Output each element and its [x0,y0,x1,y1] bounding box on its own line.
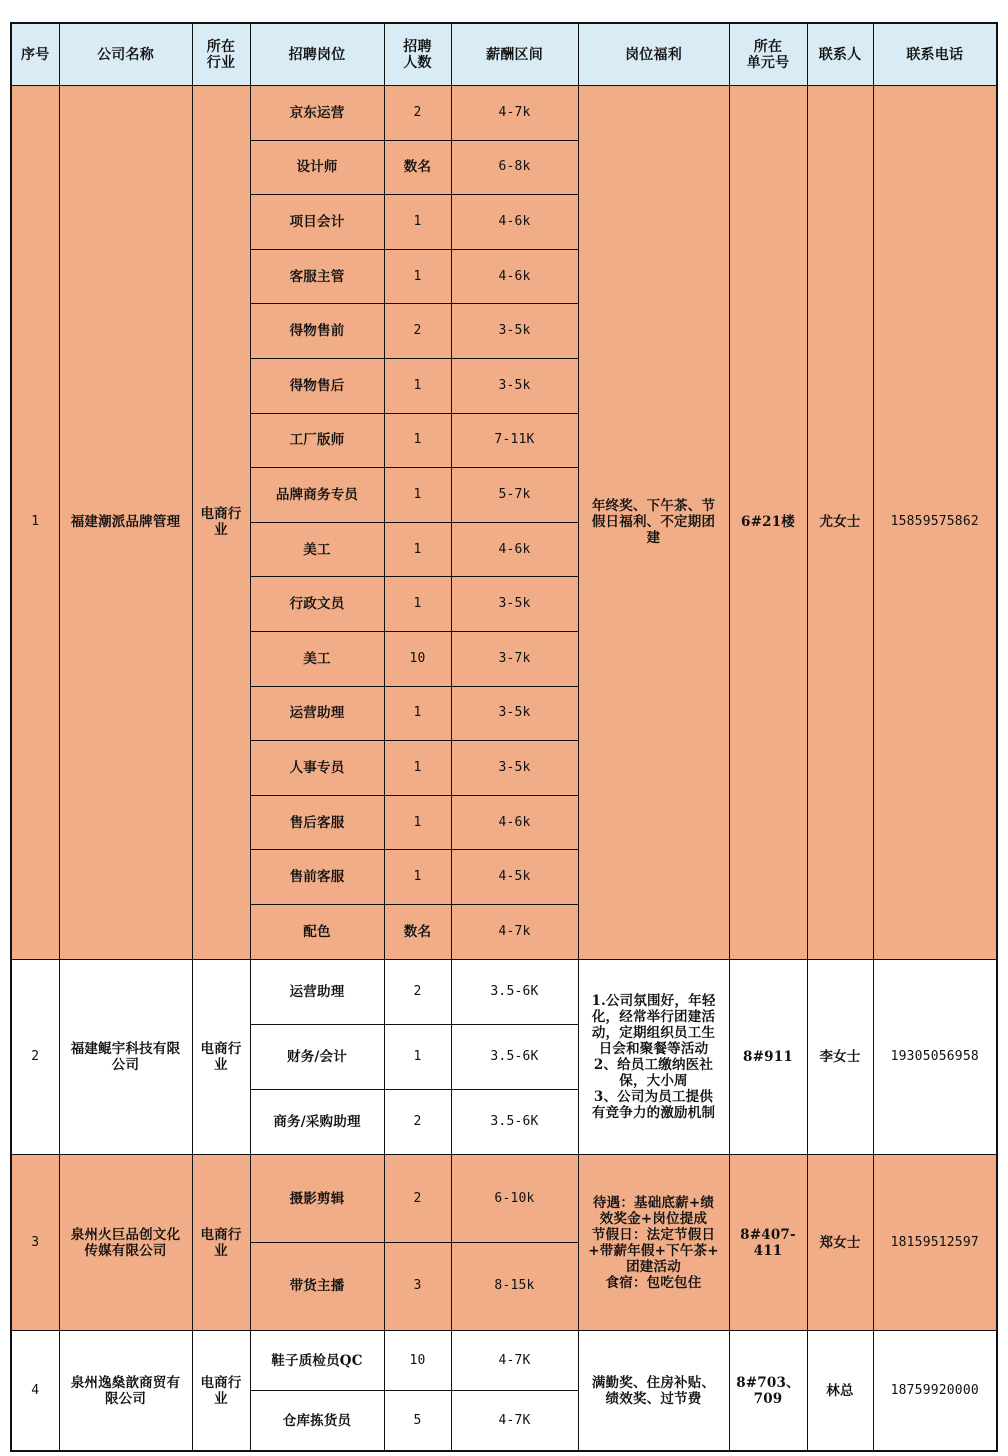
job-title: 得物售前 [250,304,384,359]
company-name: 泉州火巨品创文化 传媒有限公司 [59,1155,192,1330]
job-salary: 4-5k [451,850,578,905]
header-contact: 联系人 [807,23,873,86]
company-benefits: 年终奖、下午茶、节 假日福利、不定期团 建 [578,86,729,960]
job-salary: 3-5k [451,304,578,359]
job-count: 1 [384,1024,451,1089]
job-salary: 4-6k [451,195,578,250]
job-title: 得物售后 [250,358,384,413]
company-name: 泉州逸燊歆商贸有 限公司 [59,1330,192,1451]
job-salary: 6-8k [451,140,578,195]
job-title: 美工 [250,631,384,686]
job-count: 1 [384,522,451,577]
company-benefits: 待遇：基础底薪+绩 效奖金+岗位提成 节假日：法定节假日 +带薪年假+下午茶+ 团建活动 食宿：包吃包住 [578,1155,729,1330]
company-contact: 郑女士 [807,1155,873,1330]
job-title: 行政文员 [250,577,384,632]
table-row [11,1330,997,1391]
company-benefits: 满勤奖、住房补贴、 绩效奖、过节费 [578,1330,729,1451]
company-name: 福建潮派品牌管理 [59,86,192,960]
job-count: 1 [384,249,451,304]
job-title: 运营助理 [250,686,384,741]
job-salary: 3-7k [451,631,578,686]
company-industry: 电商行 业 [192,959,250,1155]
job-salary: 8-15k [451,1243,578,1331]
header-no: 序号 [11,23,59,86]
job-salary: 4-7k [451,86,578,141]
job-count: 10 [384,1330,451,1391]
job-count: 1 [384,358,451,413]
job-count: 1 [384,850,451,905]
company-unit: 8#911 [729,959,807,1155]
job-title: 美工 [250,522,384,577]
job-title: 设计师 [250,140,384,195]
job-title: 配色 [250,904,384,959]
company-contact: 李女士 [807,959,873,1155]
header-salary: 薪酬区间 [451,23,578,86]
job-salary: 4-7K [451,1391,578,1452]
job-salary: 3-5k [451,686,578,741]
job-salary: 3.5-6K [451,959,578,1024]
job-salary: 3.5-6K [451,1090,578,1155]
company-unit: 6#21楼 [729,86,807,960]
header-row [11,23,997,86]
job-salary: 4-6k [451,522,578,577]
job-salary: 5-7k [451,468,578,523]
job-salary: 3-5k [451,741,578,796]
job-title: 售前客服 [250,850,384,905]
job-count: 5 [384,1391,451,1452]
table-row [11,86,997,141]
job-title: 摄影剪辑 [250,1155,384,1243]
job-title: 商务/采购助理 [250,1090,384,1155]
company-name: 福建鲲宇科技有限 公司 [59,959,192,1155]
header-company: 公司名称 [59,23,192,86]
job-title: 财务/会计 [250,1024,384,1089]
header-benefits: 岗位福利 [578,23,729,86]
company-contact: 尤女士 [807,86,873,960]
job-count: 1 [384,468,451,523]
job-count: 1 [384,413,451,468]
header-count: 招聘 人数 [384,23,451,86]
job-count: 1 [384,686,451,741]
job-salary: 4-6k [451,795,578,850]
job-count: 2 [384,86,451,141]
job-salary: 3-5k [451,577,578,632]
job-salary: 6-10k [451,1155,578,1243]
company-industry: 电商行 业 [192,1330,250,1451]
table-row [11,959,997,1024]
job-title: 售后客服 [250,795,384,850]
header-industry: 所在 行业 [192,23,250,86]
company-no: 1 [11,86,59,960]
job-salary: 4-7k [451,904,578,959]
job-title: 人事专员 [250,741,384,796]
job-title: 鞋子质检员QC [250,1330,384,1391]
job-count: 数名 [384,140,451,195]
company-phone: 18759920000 [873,1330,997,1451]
company-phone: 15859575862 [873,86,997,960]
recruitment-table [10,22,998,1452]
header-position: 招聘岗位 [250,23,384,86]
job-count: 1 [384,741,451,796]
job-salary: 7-11K [451,413,578,468]
job-count: 3 [384,1243,451,1331]
job-title: 工厂版师 [250,413,384,468]
job-count: 2 [384,1090,451,1155]
company-unit: 8#703、 709 [729,1330,807,1451]
job-count: 10 [384,631,451,686]
company-contact: 林总 [807,1330,873,1451]
company-industry: 电商行 业 [192,1155,250,1330]
job-title: 带货主播 [250,1243,384,1331]
job-title: 品牌商务专员 [250,468,384,523]
job-title: 京东运营 [250,86,384,141]
table-row [11,1155,997,1243]
job-title: 项目会计 [250,195,384,250]
company-no: 3 [11,1155,59,1330]
job-count: 2 [384,1155,451,1243]
header-unit: 所在 单元号 [729,23,807,86]
company-no: 2 [11,959,59,1155]
job-count: 2 [384,304,451,359]
job-title: 客服主管 [250,249,384,304]
company-benefits: 1.公司氛围好，年轻 化，经常举行团建活 动，定期组织员工生 日会和聚餐等活动 2、给员工缴纳医社 保，大小周 3、公司为员工提供 有竞争力的激励机制 [578,959,729,1155]
company-phone: 19305056958 [873,959,997,1155]
job-salary: 4-6k [451,249,578,304]
job-salary: 4-7K [451,1330,578,1391]
header-phone: 联系电话 [873,23,997,86]
company-unit: 8#407-411 [729,1155,807,1330]
job-count: 1 [384,577,451,632]
job-count: 数名 [384,904,451,959]
company-industry: 电商行 业 [192,86,250,960]
job-salary: 3-5k [451,358,578,413]
company-no: 4 [11,1330,59,1451]
job-count: 1 [384,795,451,850]
job-salary: 3.5-6K [451,1024,578,1089]
company-phone: 18159512597 [873,1155,997,1330]
job-title: 运营助理 [250,959,384,1024]
job-count: 1 [384,195,451,250]
job-count: 2 [384,959,451,1024]
job-title: 仓库拣货员 [250,1391,384,1452]
